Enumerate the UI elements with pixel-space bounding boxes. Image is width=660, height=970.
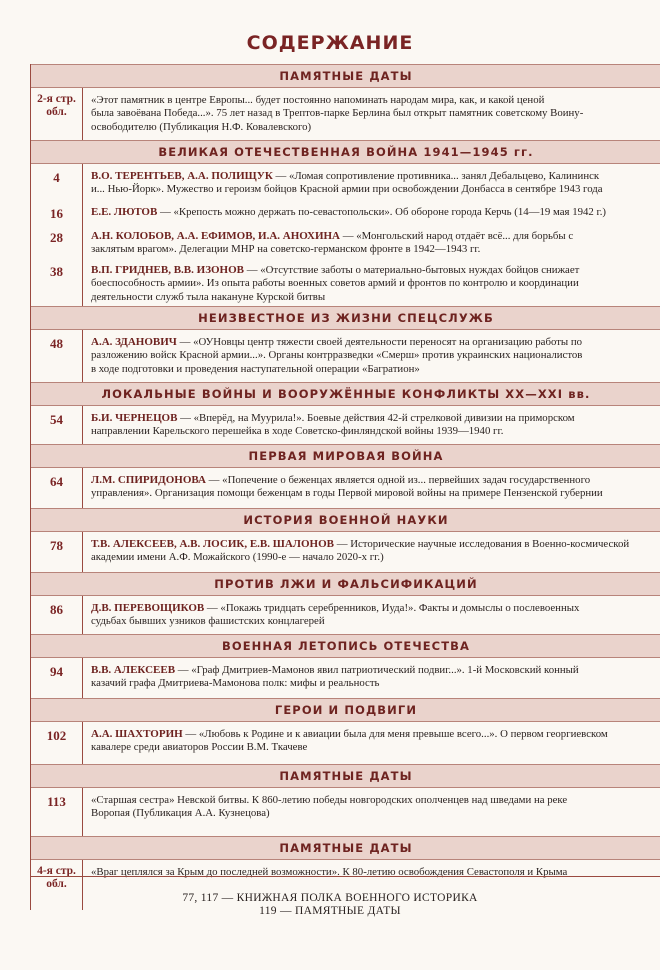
footer: [0, 892, 660, 918]
entry-text-line: [91, 474, 657, 487]
entry-text-line: [91, 121, 657, 134]
page-number: [31, 532, 83, 572]
entry-text-line: [91, 807, 657, 820]
entry-line-text: — «Любовь к Родине и к авиации была для меня превыше всего...». О первом георгиевском: [182, 728, 608, 740]
entry-text-line: [91, 277, 657, 290]
toc-entry: [31, 258, 660, 306]
entry-text: [83, 200, 660, 224]
page-number-line: 78: [50, 538, 63, 553]
toc-entry: [31, 224, 660, 258]
toc-entry: [31, 468, 660, 508]
page-number: [31, 788, 83, 836]
footer-line: 119 — ПАМЯТНЫЕ ДАТЫ: [259, 905, 401, 917]
page-number-line: обл.: [46, 106, 67, 118]
entry-line-text: — «Монгольский народ отдаёт всё... для борьбы с: [340, 230, 574, 242]
entry-line-text: академии имени А.Ф. Можайского (1990-е — начало 2020-х гг.): [91, 551, 384, 564]
page-number-line: 38: [50, 264, 63, 279]
entry-author: Л.М. СПИРИДОНОВА: [91, 474, 206, 486]
entry-text-line: [91, 794, 657, 807]
entry-text-line: [91, 183, 657, 196]
entry-line-text: управления». Организация помощи беженцам в годы Первой мировой войны на примере Пензенской губернии: [91, 487, 603, 500]
page-number-line: 94: [50, 664, 63, 679]
entry-line-text: деятельности служб тыла накануне Курской битвы: [91, 290, 326, 303]
page-number: [31, 722, 83, 764]
entry-text-line: [91, 615, 657, 628]
entry-line-text: — «Отсутствие заботы о материально-бытовых нуждах бойцов снижает: [244, 264, 580, 276]
entry-author: А.Н. КОЛОБОВ, А.А. ЕФИМОВ, И.А. АНОХИНА: [91, 230, 341, 242]
entry-text-line: [91, 336, 657, 349]
footer-line: 77, 117 — КНИЖНАЯ ПОЛКА ВОЕННОГО ИСТОРИКА: [182, 892, 478, 904]
toc-entry: [31, 88, 660, 140]
entry-text-line: [91, 206, 657, 219]
section-header: ПАМЯТНЫЕ ДАТЫ: [31, 64, 660, 88]
entry-text-line: [91, 425, 657, 438]
entry-line-text: судьбах бывших узников фашистских концлагерей: [91, 615, 325, 628]
page-title: СОДЕРЖАНИЕ: [246, 32, 414, 54]
page-number: [31, 258, 83, 306]
entry-text-line: [91, 741, 657, 754]
entry-line-text: заклятым врагом». Делегации МНР на советско-германском фронте в 1942—1943 гг.: [91, 243, 481, 256]
page-number: [31, 164, 83, 200]
entry-text-line: [91, 866, 657, 879]
page-number-line: обл.: [46, 878, 67, 890]
entry-author: Д.В. ПЕРЕВОЩИКОВ: [91, 602, 205, 614]
section-header: ВОЕННАЯ ЛЕТОПИСЬ ОТЕЧЕСТВА: [31, 634, 660, 658]
entry-line-text: была завоёвана Победа...». 75 лет назад в Трептов-парке Берлина был открыт памятник советскому Воину-: [91, 107, 584, 120]
toc-entry: [31, 164, 660, 200]
page-number: [31, 406, 83, 444]
entry-line-text: — «Ломая сопротивление противника... занял Дебальцево, Калининск: [272, 170, 600, 182]
entry-author: В.П. ГРИДНЕВ, В.В. ИЗОНОВ: [91, 264, 245, 276]
entry-line-text: — Исторические научные исследования в Военно-космической: [334, 538, 630, 550]
section-header: ПРОТИВ ЛЖИ И ФАЛЬСИФИКАЦИЙ: [31, 572, 660, 596]
entry-text-line: [91, 363, 657, 376]
entry-text: [83, 258, 660, 306]
entry-text-line: [91, 664, 657, 677]
entry-text: [83, 164, 660, 200]
page-number-line: 16: [50, 206, 63, 221]
entry-text: [83, 722, 660, 764]
section-header: ПАМЯТНЫЕ ДАТЫ: [31, 764, 660, 788]
entry-line-text: в ходе подготовки и проведения наступательной операции «Багратион»: [91, 362, 420, 375]
section-header: ГЕРОИ И ПОДВИГИ: [31, 698, 660, 722]
entry-author: В.О. ТЕРЕНТЬЕВ, А.А. ПОЛИЩУК: [91, 170, 273, 182]
section-header: ЛОКАЛЬНЫЕ ВОЙНЫ И ВООРУЖЁННЫЕ КОНФЛИКТЫ XX—XXI вв.: [31, 382, 660, 406]
entry-text-line: [91, 728, 657, 741]
entry-author: Е.Е. ЛЮТОВ: [91, 206, 158, 218]
entry-text-line: [91, 538, 657, 551]
entry-text-line: [91, 243, 657, 256]
entry-text: [83, 596, 660, 634]
entry-line-text: освободителю (Публикация Н.Ф. Ковалевского): [91, 120, 312, 133]
section-header: ПЕРВАЯ МИРОВАЯ ВОЙНА: [31, 444, 660, 468]
entry-text-line: [91, 264, 657, 277]
entry-text: [83, 88, 660, 140]
entry-line-text: — «Попечение о беженцах является одной из... первейших задач государственного: [205, 474, 591, 486]
table-of-contents: [30, 64, 660, 910]
bottom-divider: [30, 876, 660, 877]
entry-author: Т.В. АЛЕКСЕЕВ, А.В. ЛОСИК, Е.В. ШАЛОНОВ: [91, 538, 334, 550]
entry-text: [83, 330, 660, 382]
page-number-line: 48: [50, 336, 63, 351]
toc-entry: [31, 658, 660, 698]
page-number-line: 28: [50, 230, 63, 245]
entry-line-text: «Враг цеплялся за Крым до последней возможности». К 80-летию освобождения Севастополя и Крыма: [91, 866, 568, 878]
toc-entry: [31, 330, 660, 382]
page-number: [31, 596, 83, 634]
entry-line-text: кавалере среди авиаторов России В.М. Ткачеве: [91, 741, 308, 754]
page-number-line: 64: [50, 474, 63, 489]
entry-text: [83, 788, 660, 836]
entry-text-line: [91, 412, 657, 425]
toc-entry: [31, 722, 660, 764]
entry-author: Б.И. ЧЕРНЕЦОВ: [91, 412, 178, 424]
page-number: [31, 468, 83, 508]
toc-entry: [31, 788, 660, 836]
entry-line-text: боеспособность армии». Из опыта работы военных советов армий и фронтов по контролю и координации: [91, 277, 579, 290]
entry-text: [83, 468, 660, 508]
page-number: [31, 200, 83, 224]
page-number-line: 4-я стр.: [37, 865, 76, 877]
page-number-line: 113: [47, 794, 66, 809]
page-number-line: 2-я стр.: [37, 93, 76, 105]
entry-line-text: казачий графа Дмитриева-Мамонова полк: мифы и реальность: [91, 677, 380, 690]
entry-line-text: разложению войск Красной армии...». Органы контрразведки «Смерш» против украинских националистов: [91, 349, 583, 362]
entry-text: [83, 658, 660, 698]
entry-line-text: — «Покажь тридцать серебренников, Иуда!». Факты и домыслы о послевоенных: [204, 602, 580, 614]
entry-text-line: [91, 551, 657, 564]
entry-text: [83, 532, 660, 572]
entry-line-text: — «Крепость можно держать по-севастопольски». Об обороне города Керчь (14—19 мая 1942 г.): [157, 206, 606, 218]
toc-entry: [31, 532, 660, 572]
toc-entry: [31, 406, 660, 444]
section-header: ПАМЯТНЫЕ ДАТЫ: [31, 836, 660, 860]
section-header: ВЕЛИКАЯ ОТЕЧЕСТВЕННАЯ ВОЙНА 1941—1945 гг.: [31, 140, 660, 164]
page-number-line: 86: [50, 602, 63, 617]
entry-author: А.А. ЗДАНОВИЧ: [91, 336, 177, 348]
entry-text-line: [91, 230, 657, 243]
page-number-line: 54: [50, 412, 63, 427]
entry-line-text: — «ОУНовцы центр тяжести своей деятельности переносят на организацию работы по: [176, 336, 583, 348]
page-number-line: 4: [53, 170, 60, 185]
entry-text-line: [91, 94, 657, 107]
page-number: [31, 88, 83, 140]
entry-line-text: — «Граф Дмитриев-Мамонов явил патриотический подвиг...». 1-й Московский конный: [175, 664, 579, 676]
entry-text-line: [91, 107, 657, 120]
entry-author: В.В. АЛЕКСЕЕВ: [91, 664, 176, 676]
entry-line-text: «Этот памятник в центре Европы... будет постоянно напоминать народам мира, как, и какой ценой: [91, 94, 545, 106]
entry-text-line: [91, 291, 657, 304]
entry-line-text: направлении Карельского перешейка в ходе Советско-финляндской войны 1939—1940 гг.: [91, 425, 504, 438]
toc-entry: [31, 200, 660, 224]
section-header: НЕИЗВЕСТНОЕ ИЗ ЖИЗНИ СПЕЦСЛУЖБ: [31, 306, 660, 330]
page-number: [31, 224, 83, 258]
entry-line-text: и... Нью-Йорк». Мужество и героизм бойцов Красной армии при освобождении Донбасса в сентябре 1943 года: [91, 183, 603, 196]
entry-text-line: [91, 602, 657, 615]
page-number: [31, 658, 83, 698]
entry-text-line: [91, 677, 657, 690]
entry-line-text: Воропая (Публикация А.А. Кузнецова): [91, 807, 270, 820]
page-number: [31, 330, 83, 382]
entry-author: А.А. ШАХТОРИН: [91, 728, 183, 740]
toc-entry: [31, 596, 660, 634]
entry-text-line: [91, 170, 657, 183]
entry-text-line: [91, 487, 657, 500]
entry-text-line: [91, 349, 657, 362]
entry-line-text: «Старшая сестра» Невской битвы. К 860-летию победы новгородских ополченцев над шведами на реке: [91, 794, 568, 806]
section-header: ИСТОРИЯ ВОЕННОЙ НАУКИ: [31, 508, 660, 532]
page-number-line: 102: [46, 728, 67, 743]
entry-text: [83, 406, 660, 444]
entry-line-text: — «Вперёд, на Муурила!». Боевые действия 42-й стрелковой дивизии на приморском: [177, 412, 575, 424]
entry-text: [83, 224, 660, 258]
